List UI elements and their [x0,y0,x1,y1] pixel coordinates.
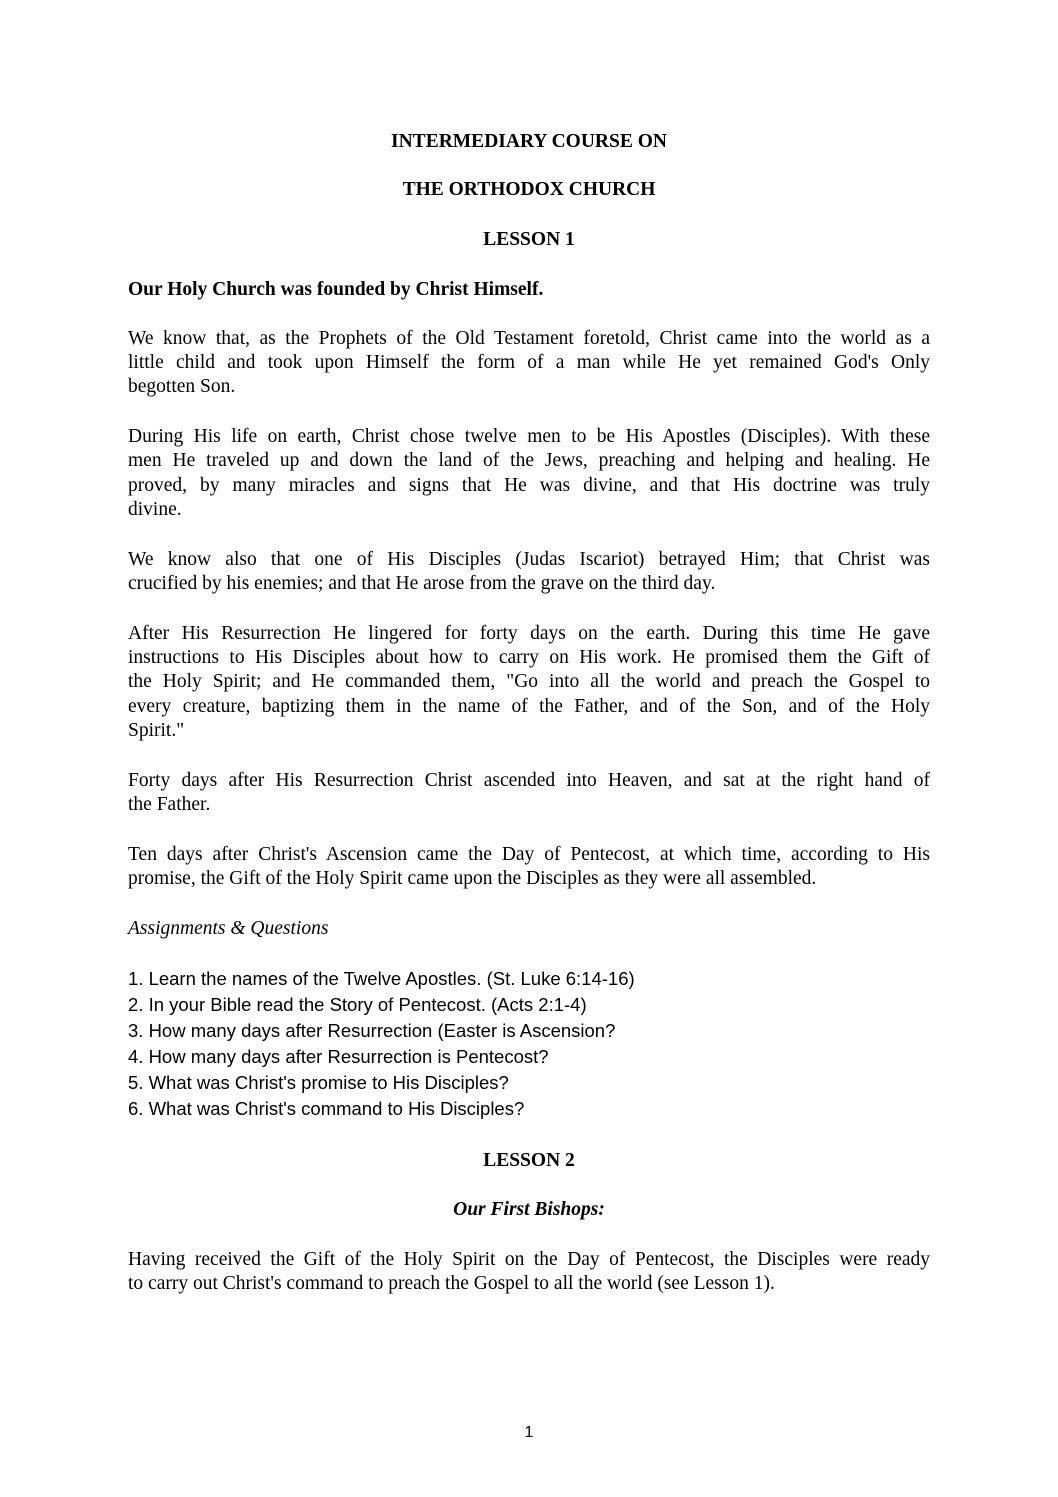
question-item: 4. How many days after Resurrection is Pentecost? [128,1046,549,1067]
lesson-1-p2-line: During His life on earth, Christ chose twelve men to be His Apostles (Disciples). With these [128,426,930,447]
lesson-1-p4-line: the Holy Spirit; and He commanded them, "Go into all the world and preach the Gospel to [128,671,930,692]
lesson-2-subheading: Our First Bishops: [453,1199,605,1220]
lesson-1-p6-line: promise, the Gift of the Holy Spirit came upon the Disciples as they were all assembled. [128,868,817,889]
document-title-line-2: THE ORTHODOX CHURCH [402,179,656,200]
lesson-1-heading: LESSON 1 [483,229,575,250]
assignments-heading: Assignments & Questions [128,918,329,939]
lesson-1-p3-line: We know also that one of His Disciples (Judas Iscariot) betrayed Him; that Christ was [128,549,930,570]
lesson-1-p2-line: men He traveled up and down the land of the Jews, preaching and helping and healing. He [128,450,930,471]
question-item: 1. Learn the names of the Twelve Apostles. (St. Luke 6:14-16) [128,968,635,989]
lesson-1-p1-line: We know that, as the Prophets of the Old Testament foretold, Christ came into the world as a [128,328,930,349]
lesson-1-p2-line: divine. [128,499,182,520]
lesson-1-p5-line: Forty days after His Resurrection Christ ascended into Heaven, and sat at the right hand of [128,770,930,791]
lesson-1-p4-line: every creature, baptizing them in the name of the Father, and of the Son, and of the Holy [128,696,930,717]
lesson-1-p2-line: proved, by many miracles and signs that He was divine, and that His doctrine was truly [128,475,930,496]
lesson-2-heading: LESSON 2 [483,1150,575,1171]
lesson-1-p3-line: crucified by his enemies; and that He arose from the grave on the third day. [128,573,716,594]
lesson-1-p5-line: the Father. [128,794,211,815]
lesson-1-p1-line: begotten Son. [128,376,236,397]
lesson-1-subheading: Our Holy Church was founded by Christ Himself. [128,279,544,300]
lesson-2-p1-line: Having received the Gift of the Holy Spirit on the Day of Pentecost, the Disciples were ready [128,1249,930,1270]
question-item: 2. In your Bible read the Story of Pentecost. (Acts 2:1-4) [128,994,587,1015]
question-item: 3. How many days after Resurrection (Easter is Ascension? [128,1020,616,1041]
document-title-line-1: INTERMEDIARY COURSE ON [391,131,667,152]
lesson-1-p4-line: instructions to His Disciples about how to carry on His work. He promised them the Gift of [128,647,930,668]
lesson-1-p6-line: Ten days after Christ's Ascension came the Day of Pentecost, at which time, according to His [128,844,930,865]
question-item: 6. What was Christ's command to His Disciples? [128,1098,525,1119]
lesson-1-p1-line: little child and took upon Himself the form of a man while He yet remained God's Only [128,352,930,373]
lesson-2-p1-line: to carry out Christ's command to preach the Gospel to all the world (see Lesson 1). [128,1273,775,1294]
page-number: 1 [524,1424,534,1441]
question-item: 5. What was Christ's promise to His Disciples? [128,1072,509,1093]
lesson-1-p4-line: After His Resurrection He lingered for forty days on the earth. During this time He gave [128,623,930,644]
lesson-1-p4-line: Spirit." [128,720,185,741]
